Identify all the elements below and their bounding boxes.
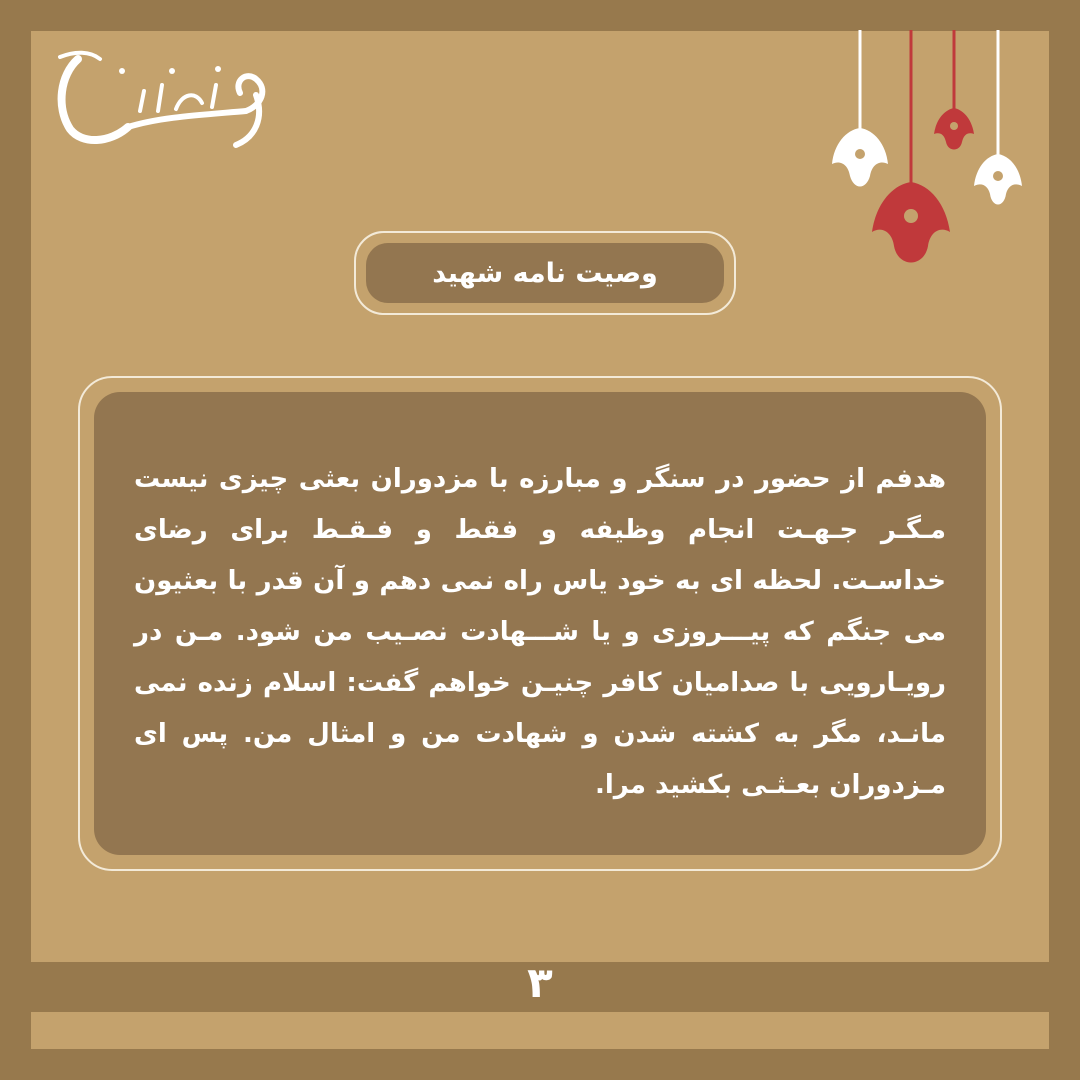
will-text-box bbox=[94, 392, 986, 855]
footer-strip bbox=[31, 1012, 1049, 1049]
page-number: ۳ bbox=[527, 958, 553, 1007]
will-text-frame bbox=[78, 376, 1002, 871]
page-title: وصیت نامه شهید bbox=[432, 257, 658, 289]
logo bbox=[50, 45, 280, 155]
hanging-lantern-icon bbox=[820, 0, 1050, 290]
title-pill bbox=[366, 243, 724, 303]
will-text: هدفم از حضور در سنگر و مبارزه با مزدوران بعثی چیزی نیست مـگـر جـهـت انجام وظیفه و فقط و فـقـط برای رضای خداسـت. لحظه ای به خود یاس راه نمی دهم و آن قدر با بعثیون می جنگم که پیـــروزی و یا شـــهادت نصـیب من شود. مـن در رویـارویی با صدامیان کافر چنیـن خواهم گفت: اسلام زنده نمی مانـد، مگر به کشته شدن و شهادت من و امثال من. پس ای مـزدوران بعـثـی بکشید مرا. bbox=[134, 464, 946, 800]
title-frame bbox=[354, 231, 736, 315]
